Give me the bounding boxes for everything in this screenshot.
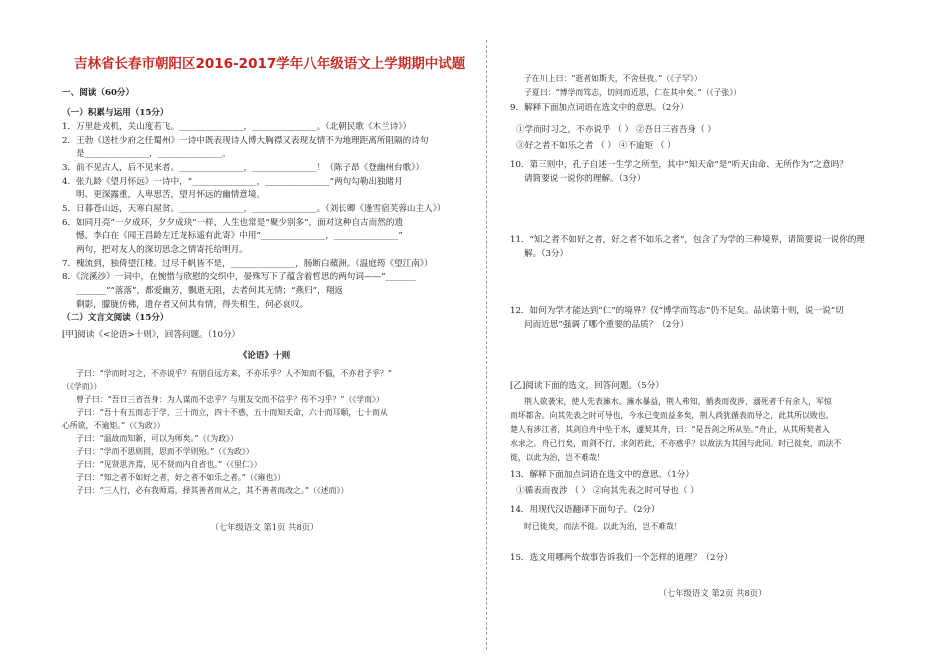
question-line: 9．解释下面加点词语在选文中的意思。（2分） bbox=[510, 103, 689, 113]
passage-line: 子曰：“吾十有五而志于学，三十而立，四十不惑，五十而知天命，六十而耳顺，七十而从 bbox=[76, 408, 388, 417]
question-line: 5．日暮苍山远，天寒白屋贫。_______________，_______________。（刘长卿《逢雪宿芙蓉山主人》） bbox=[62, 204, 446, 214]
passage-line: 曾子曰：“吾日三省吾身：为人谋而不忠乎？与朋友交而不信乎？传不习乎？”（《学而》） bbox=[76, 395, 384, 404]
passage-line: 而坏都舍。向其先表之时可导也，今水已变而益多矣，荆人尚犹循表而导之，此其所以败也。 bbox=[510, 411, 834, 420]
answer-space bbox=[510, 334, 910, 374]
passage-line: 荆人欲袭宋，使人先表澭水。澭水暴益，荆人弗知，循表而夜涉，溺死者千有余人，军惊 bbox=[524, 397, 832, 406]
question-line: 1．万里赴戎机，关山度若飞。_______________，_______________。（北朝民歌《木兰诗》） bbox=[62, 122, 412, 132]
subsection-heading: （二）文言文阅读（15分） bbox=[62, 313, 169, 323]
question-line: 两句，把对友人的深切思念之情寄托给明月。 bbox=[76, 245, 248, 255]
question-line: 11．“知之者不如好之者，好之者不如乐之者”，包含了为学的三种境界，请简要说一说你的理 bbox=[510, 235, 865, 245]
question-line: 2．王勃《送杜少府之任蜀州》一诗中既表现诗人博大胸襟又表现友情不为地理距离所阻隔的诗句 bbox=[62, 136, 429, 146]
answer-space bbox=[510, 188, 910, 228]
exam-title: 吉林省长春市朝阳区2016-2017学年八年级语文上学期期中试题 bbox=[74, 56, 466, 72]
passage-line: 子曰：“学而时习之，不亦说乎？有朋自远方来，不亦乐乎？人不知而不愠，不亦君子乎？” bbox=[76, 369, 392, 378]
question-line: 解。（3分） bbox=[524, 249, 569, 259]
question-line: 憾，李白在《闻王昌龄左迁龙标遥有此寄》中用“_______________，_______________” bbox=[76, 231, 403, 241]
question-line: 13．解释下面加点词语在选文中的意思。（1分） bbox=[510, 470, 694, 480]
passage-line: 心所欲，不逾矩。”（《为政》） bbox=[62, 421, 165, 430]
passage-line: 子曰：“三人行，必有我师焉，择其善者而从之，其不善者而改之。”（《述而》） bbox=[76, 486, 349, 495]
passage-line: 子在川上曰：“逝者如斯夫，不舍昼夜。”（《子罕》） bbox=[524, 74, 702, 83]
passage-line: 水求之。舟已行矣，而剑不行，求剑若此，不亦惑乎？以故法为其国与此同。时已徙矣，而法不 bbox=[510, 439, 842, 448]
passage-title: 《论语》十则 bbox=[238, 351, 291, 361]
section-heading: 一、阅读（60分） bbox=[62, 88, 135, 98]
question-line: ③好之者不如乐之者 （ ） ④不逾矩 （ ） bbox=[516, 141, 676, 151]
passage-line: （《学而》） bbox=[62, 382, 102, 391]
passage-line: 徙，以此为治，岂不难哉！ bbox=[510, 453, 605, 462]
question-line: 剩影，朦胧仿佛，遗存者又何其有情，得失相生，何必哀叹。 bbox=[76, 300, 309, 310]
question-line: 10．第三则中，孔子自述一生学之所至，其中“知天命”是“听天由命、无所作为”之意吗？ bbox=[510, 160, 848, 170]
question-line: 是_______________，_______________。 bbox=[76, 149, 231, 159]
question-line: 14．用现代汉语翻译下面句子。（2分） bbox=[510, 505, 660, 515]
question-line: 明、更深露重，人卑思苦，望月怀远的幽情意境。 bbox=[76, 190, 266, 200]
question-line: ①循表而夜涉 （ ） ②向其先表之时可导也（ ） bbox=[516, 486, 699, 496]
question-line: ①学而时习之，不亦说乎 （ ） ②吾日三省吾身（ ） bbox=[516, 125, 716, 135]
passage-line: 子曰：“学而不思则罔，思而不学则殆。”（《为政》） bbox=[76, 447, 254, 456]
question-line: 4．张九龄《望月怀远》一诗中，“_______________，_______________”两句勾勒出独睹月 bbox=[62, 177, 403, 187]
question-line: 问而近思”强调了哪个重要的品质？（2分） bbox=[524, 320, 689, 330]
question-line: 7．槐流到，独倚望江楼。过尽千帆皆不是，_______________，肠断白蘋洲。（温庭筠《望江南》） bbox=[62, 259, 433, 269]
question-line: 请简要说一说你的理解。（3分） bbox=[524, 174, 646, 184]
question-line: [甲]阅读《<论语>十则》，回答问题。（10分） bbox=[62, 330, 241, 340]
page-fold-divider bbox=[486, 40, 487, 650]
question-line: 时已徙矣，而法不徙。以此为治，岂不难哉！ bbox=[524, 522, 682, 531]
question-line: 8．《浣溪沙》一词中，在惋惜与欣慰的交织中，晏殊写下了蕴含着哲思的两句词——“_______ bbox=[62, 272, 416, 282]
page-footer: （七年级语文 第1页 共8页） bbox=[210, 522, 319, 532]
answer-space bbox=[510, 262, 910, 300]
page-footer: （七年级语文 第2页 共8页） bbox=[658, 588, 767, 598]
question-line: 15．选文用哪两个故事告诉我们一个怎样的道理？（2分） bbox=[510, 553, 733, 563]
passage-line: 子曰：“见贤思齐焉，见不贤而内自省也。”（《里仁》） bbox=[76, 460, 262, 469]
passage-line: 子夏曰：“博学而笃志，切问而近思，仁在其中矣。”（《子张》） bbox=[524, 88, 742, 97]
passage-line: 楚人有涉江者，其剑自舟中坠于水，遽契其舟，曰：“是吾剑之所从坠。”舟止，从其所契者入 bbox=[510, 425, 830, 434]
question-line: [乙]阅读下面的选文，回答问题。（5分） bbox=[510, 381, 664, 391]
subsection-heading: （一）积累与运用（15分） bbox=[62, 108, 169, 118]
question-line: _______”“落落”，都爱幽芳，飘逝无阻，去者何其无情；“燕归”，翔返 bbox=[76, 286, 343, 296]
question-line: 12．如何为学才能达到“仁”的境界？仅“博学而笃志”仍不足矣。品读第十则，说一说“切 bbox=[510, 306, 844, 316]
passage-line: 子曰：“温故而知新，可以为师矣。”（《为政》） bbox=[76, 434, 238, 443]
question-line: 3．前不见古人，后不见来者。_______________，_______________！（陈子昂《登幽州台歌》） bbox=[62, 163, 425, 173]
question-line: 6．如同月亮“一夕成环，夕夕成玦”一样，人生也常是“聚少别多”，面对这种自古而然的遗 bbox=[62, 218, 404, 228]
passage-line: 子曰：“知之者不如好之者，好之者不如乐之者。”（《雍也》） bbox=[76, 473, 286, 482]
